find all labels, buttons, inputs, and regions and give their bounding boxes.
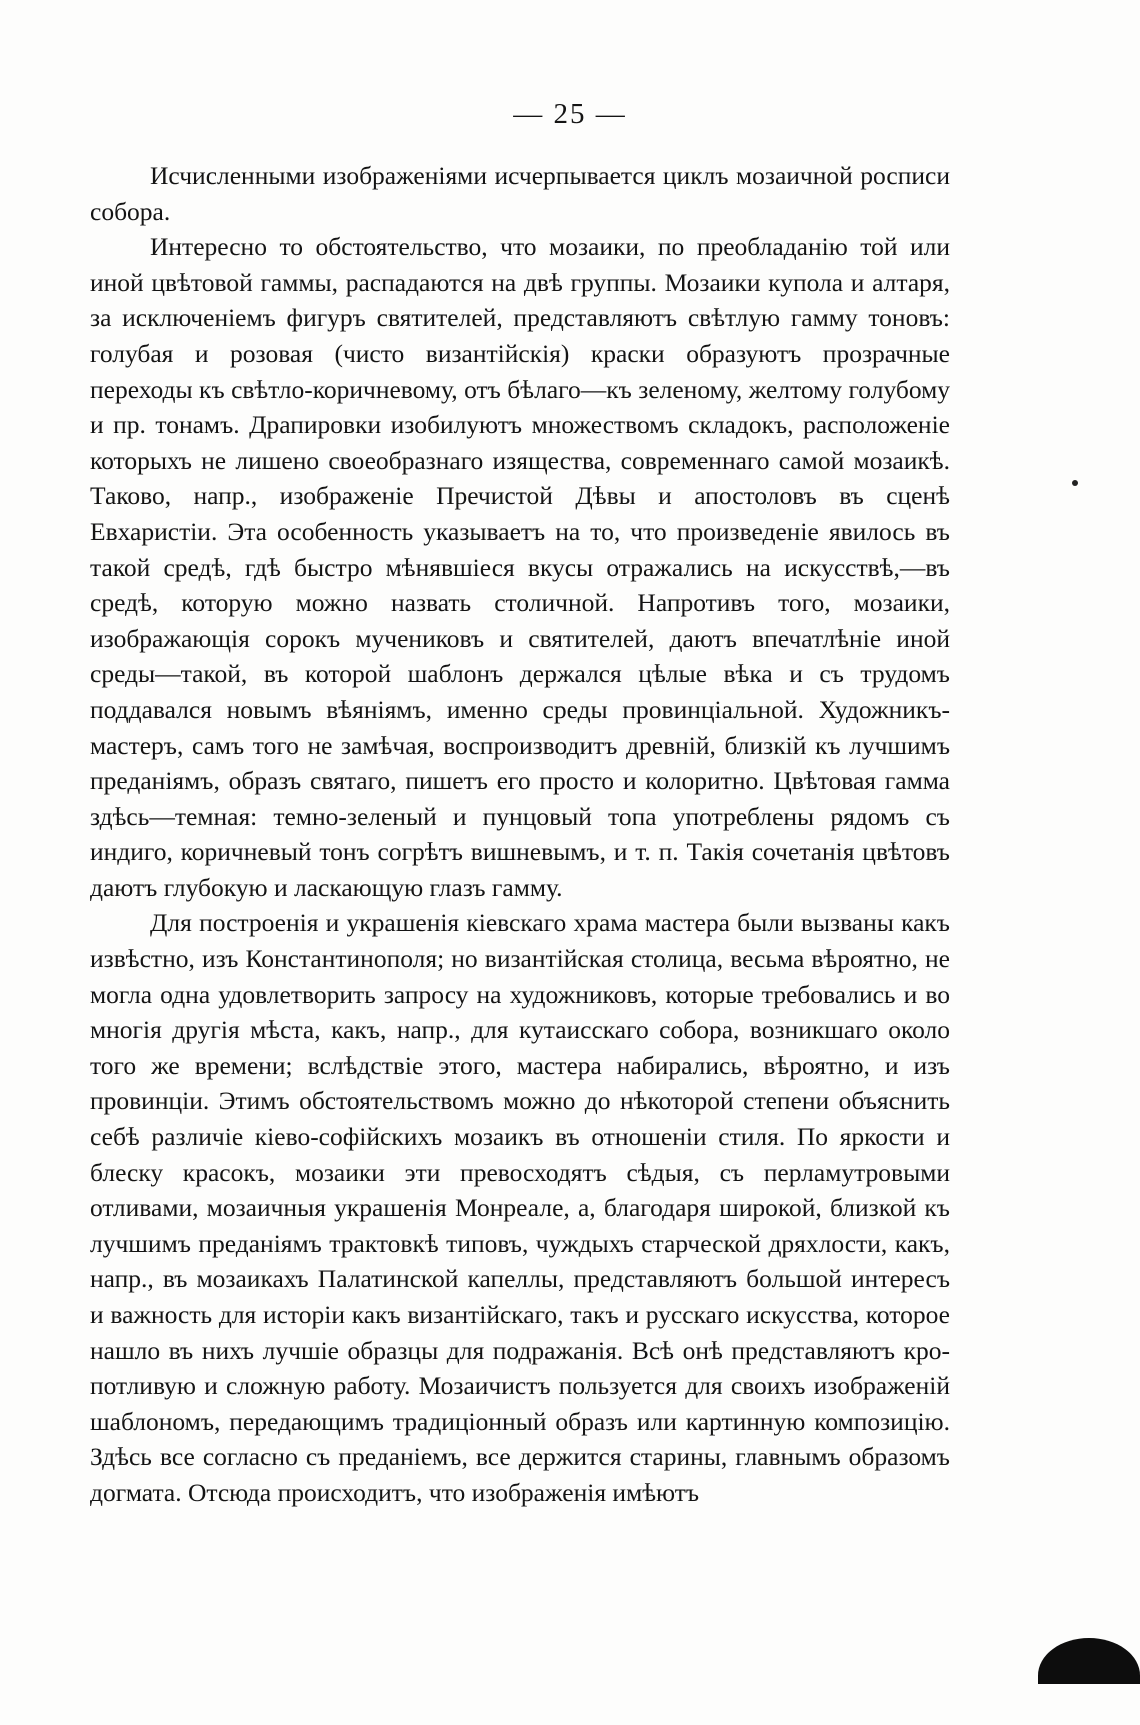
body-text — [90, 158, 950, 1511]
page-number: — 25 — — [513, 98, 627, 130]
paragraph-3: Для построенія и украшенія кіевскаго храма мастера были вызваны какъ извѣстно, изъ Константинополя; но византійская столица, весьма вѣроятно, не могла одна удовлетворить запросу на художниковъ, которые требовались и во многія другія мѣста, какъ, напр., для кутаисскаго собора, возникшаго около того же времени; вслѣдствіе этого, мастера набирались, вѣроятно, и изъ провинціи. Этимъ обстоятельствомъ можно до нѣкоторой степени объяснить себѣ различіе кіево-софійскихъ мозаикъ въ отношеніи стиля. По яркости и блеску красокъ, мозаики эти превосходятъ сѣдыя, съ перламутровыми отливами, мозаичныя украшенія Монреале, а, благодаря широкой, близкой къ лучшимъ преданіямъ трактовкѣ типовъ, чуждыхъ старческой дряхлости, какъ, напр., въ мозаикахъ Палатинской капеллы, представляютъ большой интересъ и важность для исторіи какъ византійскаго, такъ и русскаго искусства, которое нашло въ нихъ лучшіе образцы для подражанія. Всѣ онѣ представляютъ кропотливую и сложную работу. Мозаичистъ пользуется для своихъ изображеній шаблономъ, передающимъ традиціонный образъ или картинную композицію. Здѣсь все согласно съ преданіемъ, все держится старины, главнымъ образомъ догмата. Отсюда происходитъ, что изображенія имѣютъ — [90, 908, 950, 1507]
paragraph-1: Исчисленными изображеніями исчерпывается циклъ мозаичной росписи собора. — [90, 161, 950, 226]
ink-blot-mark — [1038, 1638, 1140, 1684]
margin-dot-mark — [1072, 480, 1078, 486]
paragraph-2: Интересно то обстоятельство, что мозаики, по преобладанію той или иной цвѣтовой гаммы, распадаются на двѣ группы. Мозаики купола и алтаря, за исключеніемъ фигуръ святителей, представляютъ свѣтлую гамму тоновъ: голубая и розовая (чисто византійскія) краски образуютъ прозрачные переходы къ свѣтло-коричневому, отъ бѣлаго—къ зеленому, желтому голубому и пр. тонамъ. Драпировки изобилуютъ множествомъ складокъ, расположеніе которыхъ не лишено своеобразнаго изящества, современнаго самой мозаикѣ. Таково, напр., изображеніе Пречистой Дѣвы и апостоловъ въ сценѣ Евхаристіи. Эта особенность указываетъ на то, что произведеніе явилось въ такой средѣ, гдѣ быстро мѣнявшіеся вкусы отражались на искусствѣ,—въ средѣ, которую можно назвать столичной. Напротивъ того, мозаики, изображающія сорокъ мучениковъ и святителей, даютъ впечатлѣніе иной среды—такой, въ которой шаблонъ держался цѣлые вѣка и съ трудомъ поддавался новымъ вѣяніямъ, именно среды провинціальной. Художникъ-мастеръ, самъ того не замѣчая, воспроизводитъ древній, близкій къ лучшимъ преданіямъ, образъ святаго, пишетъ его просто и колоритно. Цвѣтовая гамма здѣсь—темная: темно-зеленый и пунцовый топа употреблены рядомъ съ индиго, коричневый тонъ согрѣтъ вишневымъ, и т. п. Такія сочетанія цвѣтовъ даютъ глубокую и ласкающую глазъ гамму. — [90, 232, 950, 902]
